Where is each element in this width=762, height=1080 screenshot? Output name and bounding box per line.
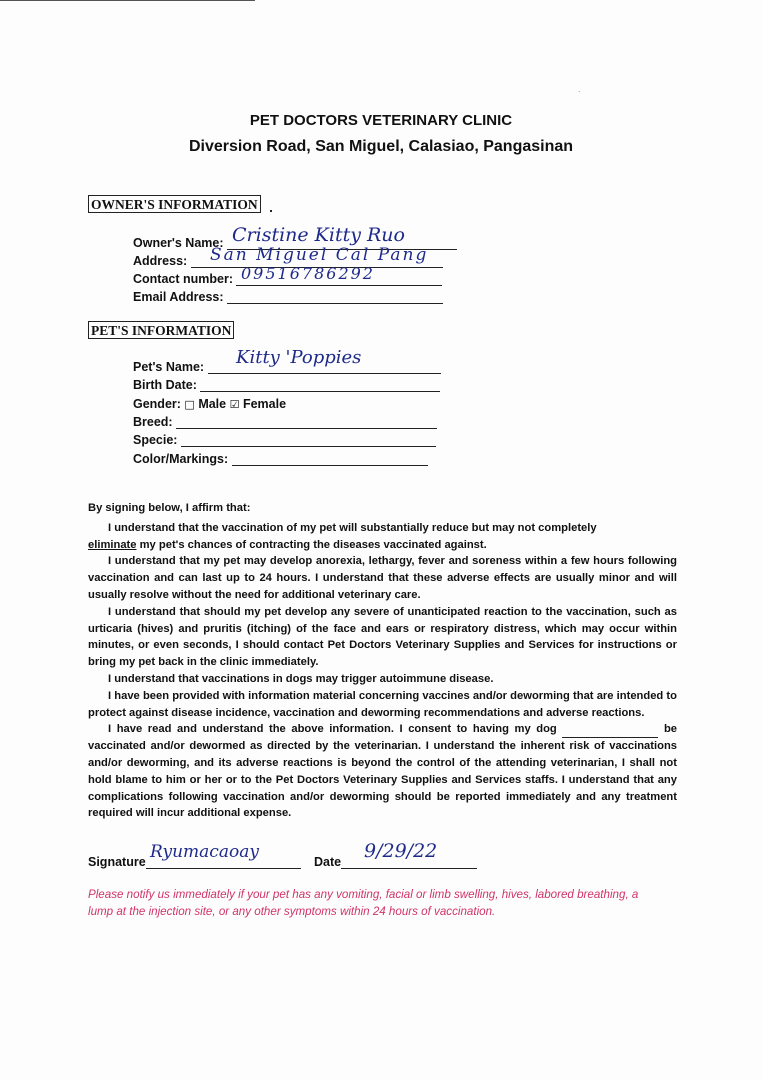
pet-gender-label: Gender:: [133, 397, 181, 411]
pet-specie-field[interactable]: [133, 433, 436, 447]
scan-edge-line: [0, 0, 255, 1]
gender-female-label: Female: [242, 397, 287, 411]
consent-intro: By signing below, I affirm that:: [88, 502, 251, 514]
owner-name-value: Cristine Kitty Ruo: [232, 224, 405, 246]
pet-birth-field[interactable]: [133, 378, 440, 392]
consent-text: [88, 500, 677, 822]
gender-female-checkbox[interactable]: ☑: [229, 398, 240, 411]
consent-p3: I understand that should my pet develop any severe of unanticipated reaction to the vaccination, such as urticaria (hives) and pruritis (itching) of the face and ears or respiratory distress, which may occur within minutes, or even seconds, I should contact Pet Doctors Veterinary Supplies and Services for instructions or bring my pet back in the clinic immediately.: [88, 605, 677, 669]
clinic-name: PET DOCTORS VETERINARY CLINIC: [249, 112, 513, 129]
pet-name-label: Pet's Name:: [133, 360, 205, 374]
owner-address-value: San Miguel Cal Pang: [210, 245, 429, 265]
pet-color-label: Color/Markings:: [133, 452, 229, 466]
pet-section-title: PET'S INFORMATION: [88, 321, 234, 339]
pet-birth-line: [200, 379, 440, 392]
pet-color-line: [232, 453, 428, 466]
pet-breed-field[interactable]: [133, 415, 437, 429]
consent-p6: I have read and understand the above information. I consent to having my dog be vaccinated and/or dewormed as directed by the veterinarian. I understand the inherent risk of vaccinations and/or deworming, and its adverse reactions is beyond the control of the attending veterinarian, I shall not hold blame to him or her or to the Pet Doctors Veterinary Supplies and Services staffs. I understand that any complications following vaccination and/or deworming should be reported immediately and any treatment required will incur additional expense.: [88, 723, 678, 820]
date-value: 9/29/22: [364, 840, 438, 862]
gender-male-label: Male: [198, 397, 227, 411]
pet-birth-label: Birth Date:: [133, 378, 197, 392]
eliminate-word: eliminate: [88, 538, 137, 551]
pet-specie-label: Specie:: [133, 433, 178, 447]
owner-email-label: Email Address:: [133, 290, 224, 304]
owner-name-label: Owner's Name:: [133, 236, 224, 250]
owner-email-line: [227, 291, 443, 304]
scan-speck: .: [578, 84, 581, 94]
pet-breed-label: Breed:: [133, 415, 173, 429]
pet-specie-line: [181, 434, 436, 447]
owner-email-field[interactable]: [133, 290, 443, 304]
consent-p2: I understand that my pet may develop anorexia, lethargy, fever and soreness within a few hours following vaccination and can last up to 24 hours. I understand that these adverse effects are usually minor and will usually resolve without the need for additional veterinary care.: [88, 555, 677, 601]
section-rule: [270, 210, 272, 212]
consent-p5: I have been provided with information material concerning vaccines and/or deworming that are intended to protect against disease incidence, vaccination and deworming recommendations and adverse reactions.: [88, 689, 677, 719]
date-label: Date: [314, 855, 342, 869]
consent-p1: I understand that the vaccination of my pet will substantially reduce but may not completely eliminate my pet's chances of contracting the diseases vaccinated against.: [88, 521, 597, 551]
pet-color-field[interactable]: [133, 452, 428, 466]
owner-section-title: OWNER'S INFORMATION: [88, 195, 261, 213]
pet-gender-field[interactable]: [133, 397, 286, 411]
gender-male-checkbox[interactable]: □: [184, 398, 195, 411]
pet-name-value: Kitty 'Poppies: [236, 347, 362, 368]
owner-address-label: Address:: [133, 254, 188, 268]
dog-name-line[interactable]: [562, 726, 658, 738]
consent-p4: I understand that vaccinations in dogs may trigger autoimmune disease.: [108, 672, 494, 685]
clinic-address: Diversion Road, San Miguel, Calasiao, Pangasinan: [188, 138, 574, 155]
notice-text: Please notify us immediately if your pet has any vomiting, facial or limb swelling, hives, labored breathing, a lump at the injection site, or any other symptoms within 24 hours of vaccination.: [88, 888, 639, 918]
owner-contact-value: 09516786292: [241, 264, 375, 283]
pet-breed-line: [176, 416, 437, 429]
signature-value: Ryumacaoay: [150, 842, 259, 862]
signature-label: Signature: [88, 855, 146, 869]
owner-contact-label: Contact number:: [133, 272, 233, 286]
